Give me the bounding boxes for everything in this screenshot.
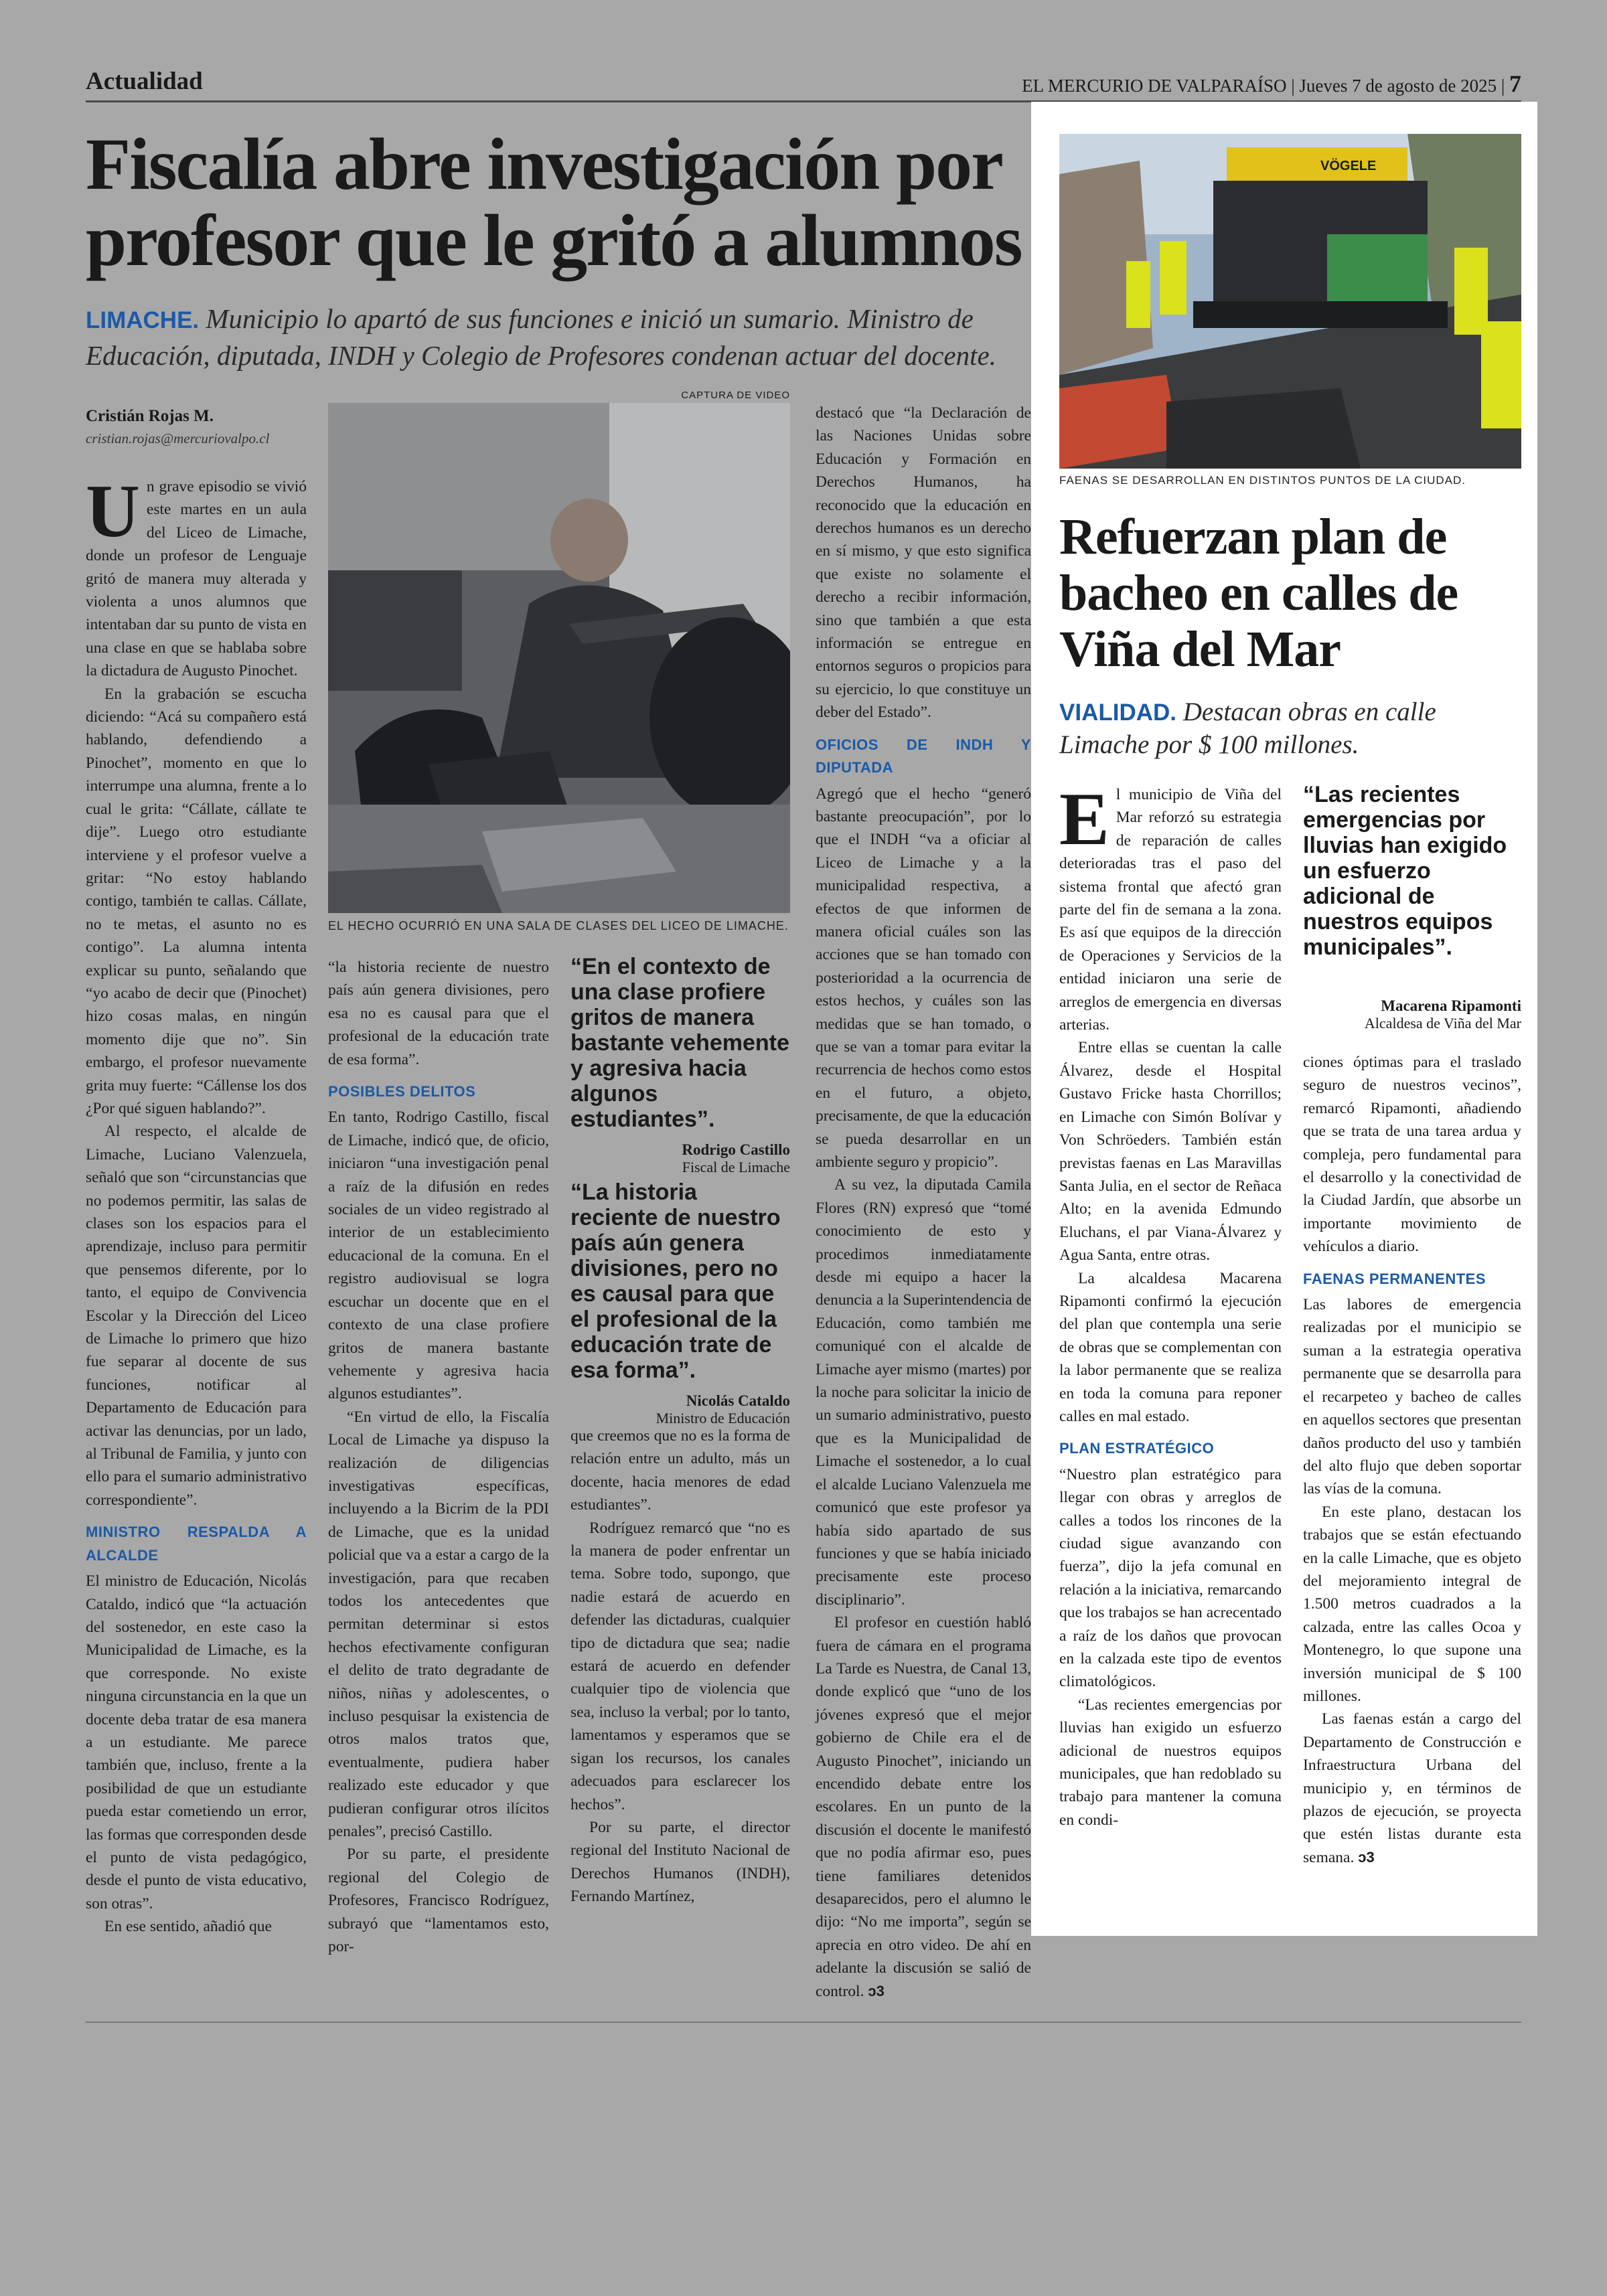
paragraph: En ese sentido, añadió que bbox=[104, 1918, 272, 1936]
paragraph: En la grabación se escucha diciendo: “Acá su compañero está hablando, defendiendo a Pinochet”, momento en que lo interrumpe una alumna, frente a lo cual le grita: “Cállate, cállate te dije”. Luego otro estudiante interviene y el profesor vuelve a gritar: “No estoy hablando contigo, también te callas. Cállate, no te metas, el asunto no es contigo”. La alumna intenta explicar su punto, señalando que “yo acabo de decir que (Pinochet) hizo cosas malas, en ningún momento dije que no”. Sin embargo, el profesor nuevamente grita muy fuerte: “Cállense los dos ¿Por qué siguen hablando?”. bbox=[86, 685, 307, 1117]
subheading: POSIBLES DELITOS bbox=[328, 1083, 476, 1100]
paragraph: que creemos que no es la forma de relación entre un adulto, más un docente, hacia menores de edad estudiantes”. bbox=[570, 1427, 790, 1514]
main-deck bbox=[86, 301, 1037, 373]
side-deck-text: Destacan obras en calle Limache por $ 100 millones. bbox=[1059, 698, 1436, 759]
main-column-2 bbox=[328, 956, 549, 1958]
subheading: PLAN ESTRATÉGICO bbox=[1059, 1440, 1215, 1457]
dropcap: E bbox=[1059, 778, 1109, 861]
section-label: Actualidad bbox=[86, 68, 203, 95]
main-column-3 bbox=[570, 1424, 790, 1908]
quote-name: Nicolás Cataldo bbox=[686, 1392, 790, 1409]
main-headline: Fiscalía abre investigación por profesor que le gritó a alumnos bbox=[86, 123, 1022, 281]
paragraph: Entre ellas se cuentan la calle Álvarez, desde el Hospital Gustavo Fricke hasta Chorrillos; en Limache con Simón Bolívar y Von Schröeders. También están previstas faenas en Las Maravillas Santa Julia, en el sector de Reñaca Alto; en la avenida Edmundo Eluchans, el par Viana-Álvarez y Agua Santa, entre otras. bbox=[1059, 1039, 1282, 1264]
paragraph: En tanto, Rodrigo Castillo, fiscal de Limache, indicó que, de oficio, iniciaron “una investigación penal a raíz de la difusión en redes sociales de un video registrado al interior de un establecimiento educacional de la comuna. En el registro audiovisual se logra escuchar un docente que en el contexto de una clase profiere gritos de manera bastante vehemente y agresiva hacia algunos estudiantes”. bbox=[328, 1109, 549, 1403]
paragraph: Agregó que el hecho “generó bastante preocupación”, por lo que el INDH “va a oficiar al Liceo de Limache y a la municipalidad respectiva, a efectos de que informen de manera oficial cuáles son las acciones que se han tomado con posterioridad a la ocurrencia de estos hechos, y cuáles son las medidas que se han tomado, o que se van a tomar para evitar la recurrencia de hechos como estos en el futuro, a objeto, precisamente, de que la educación se pueda desarrollar en un ambiente seguro y propicio”. bbox=[816, 785, 1031, 1171]
page-number: 7 bbox=[1509, 70, 1521, 97]
quote-text: “La historia reciente de nuestro país aún genera divisiones, pero no es causal para que el profesional de la educación trate de esa forma”. bbox=[570, 1179, 781, 1383]
side-column-1 bbox=[1059, 778, 1282, 1831]
paragraph: En este plano, destacan los trabajos que se están efectuando en la calle Limache, que es objeto del mejoramiento integral de 1.500 metros cuadrados a la calzada, entre las calles Ocoa y Montenegro, lo que supone una inversión municipal de $ 100 millones. bbox=[1303, 1503, 1521, 1705]
paragraph: El ministro de Educación, Nicolás Cataldo, indicó que “la actuación del sostenedor, en este caso la Municipalidad de Limache, es la que corresponde. No existe ninguna circunstancia en la que un docente deba tratar de esa manera a un estudiante. Me parece también que, incluso, frente a la posibilidad de que un estudiante pueda estar cometiendo un error, las formas que corresponden desde el punto de vista pedagógico, desde el punto de vista educativo, son otras”. bbox=[86, 1572, 307, 1912]
quote-role: Ministro de Educación bbox=[656, 1410, 790, 1426]
quote-name: Rodrigo Castillo bbox=[682, 1141, 790, 1158]
classroom-image bbox=[328, 403, 790, 913]
footer-rule bbox=[86, 2022, 1521, 2023]
paragraph: Un grave episodio se vivió este martes en un aula del Liceo de Limache, donde un profesor de Lenguaje gritó de manera muy alterada y violenta a unos alumnos que intentaban dar su punto de vista en una clase en que se hablaba sobre la dictadura de Augusto Pinochet. bbox=[86, 470, 307, 680]
road-work-photo bbox=[1059, 134, 1521, 469]
paragraph: “Las recientes emergencias por lluvias han exigido un esfuerzo adicional de nuestros equipos municipales, que han redoblado su trabajo para mantener la comuna en condi- bbox=[1059, 1696, 1282, 1829]
pull-quote-castillo bbox=[570, 954, 790, 1176]
side-column-2 bbox=[1303, 1051, 1521, 1869]
byline: Cristián Rojas M. bbox=[86, 407, 214, 425]
quote-text: “Las recientes emergencias por lluvias han exigido un esfuerzo adicional de nuestros equipos municipales”. bbox=[1303, 782, 1507, 960]
main-kicker: LIMACHE. bbox=[86, 307, 200, 333]
main-column-1 bbox=[86, 470, 307, 1939]
paragraph: “En virtud de ello, la Fiscalía Local de Limache ya dispuso la realización de diligencias investigativas específicas, incluyendo a la Bicrim de la PDI de Limache, que es la unidad policial que va a estar a cargo de la investigación, para que recaben todos los antecedentes que permitan determinar si estos hechos efectivamente configuran el delito de trato degradante de niños, niñas y adolescentes, o incluso pesquisar la existencia de otros malos tratos que, eventualmente, pudiera haber realizado este educador y que pudieran configurar otros ilícitos penales”, precisó Castillo. bbox=[328, 1408, 549, 1841]
end-mark: ↄ3 bbox=[868, 1982, 885, 1999]
side-photo-caption: FAENAS SE DESARROLLAN EN DISTINTOS PUNTOS DE LA CIUDAD. bbox=[1059, 474, 1466, 487]
side-kicker: VIALIDAD. bbox=[1059, 700, 1176, 726]
paragraph: El profesor en cuestión habló fuera de cámara en el programa La Tarde es Nuestra, de Canal 13, donde explicó que “uno de los jóvenes expresó que el mejor gobierno de Chile era el de Augusto Pinochet”, iniciando un encendido debate entre los escolares. En un punto de la discusión el docente le manifestó que no podía afirmar eso, pues tiene familiares detenidos desaparecidos, pero el alumno le dijo: “No me importa”, según se aprecia en otro video. De ahí en adelante la discusión se salió de control. ↄ3 bbox=[816, 1614, 1031, 2000]
side-deck bbox=[1059, 696, 1521, 761]
quote-role: Alcaldesa de Viña del Mar bbox=[1364, 1015, 1521, 1032]
paragraph: Al respecto, el alcalde de Limache, Luciano Valenzuela, señaló que son “circunstancias que no podemos permitir, las salas de clases son los espacios para el aprendizaje, incluso para permitir que pensemos diferente, por lo tanto, el equipo de Convivencia Escolar y la Dirección del Liceo de Limache lo primero que hizo fue separar al docente de sus funciones, notificar al Departamento de Educación para activar las denuncias, por un lado, al Tribunal de Familia, y junto con ello para el sumario administrativo correspondiente”. bbox=[86, 1123, 307, 1509]
quote-name: Macarena Ripamonti bbox=[1381, 997, 1521, 1014]
paragraph: El municipio de Viña del Mar reforzó su estrategia de reparación de calles deterioradas tras el paso del sistema frontal que afectó gran parte del fin de semana a la zona. Es así que equipos de la dirección de Operaciones y Servicios de la entidad iniciaron una serie de arreglos de emergencia en diversas arterias. bbox=[1059, 778, 1282, 1034]
paragraph: Por su parte, el presidente regional del Colegio de Profesores, Francisco Rodríguez, subrayó que “lamentamos esto, por- bbox=[328, 1846, 549, 1956]
pull-quote-ripamonti bbox=[1303, 782, 1521, 1032]
paragraph: “la historia reciente de nuestro país aún genera divisiones, pero esa no es causal para que el profesional de la educación trate de esa forma”. bbox=[328, 959, 549, 1068]
road-work-image bbox=[1059, 134, 1521, 469]
subheading: OFICIOS DE INDH Y DIPUTADA bbox=[816, 736, 1031, 776]
paragraph: Las faenas están a cargo del Departamento de Construcción e Infraestructura Urbana del municipio y, en términos de plazos de ejecución, se proyecta que estén listas durante esta semana. ↄ3 bbox=[1303, 1710, 1521, 1866]
paragraph: A su vez, la diputada Camila Flores (RN) expresó que “tomé conocimiento de esto y procedimos inmediatamente desde mi equipo a hacer la denuncia a la Superintendencia de Educación, como también me comuniqué con el alcalde de Limache ayer mismo (martes) por la noche para solicitar la inicio de un sumario administrativo, puesto que es la Municipalidad de Limache el sostenedor, a lo cual el alcalde Luciano Valenzuela me comunicó que este profesor ya había sido apartado de sus funciones y que se había iniciado precisamente este proceso disciplinario”. bbox=[816, 1176, 1031, 1609]
masthead bbox=[1022, 70, 1521, 98]
photo-credit: CAPTURA DE VIDEO bbox=[681, 390, 790, 401]
subheading: MINISTRO RESPALDA A ALCALDE bbox=[86, 1524, 307, 1564]
photo-caption: EL HECHO OCURRIÓ EN UNA SALA DE CLASES DEL LICEO DE LIMACHE. bbox=[328, 919, 789, 932]
author-email: cristian.rojas@mercuriovalpo.cl bbox=[86, 430, 270, 446]
main-deck-text: Municipio lo apartó de sus funciones e inició un sumario. Ministro de Educación, diputada, INDH y Colegio de Profesores condenan actuar del docente. bbox=[86, 303, 996, 371]
machine-label: VÖGELE bbox=[1320, 159, 1377, 173]
paragraph: Las labores de emergencia realizadas por el municipio se suman a la estrategia operativa permanente que se desarrolla para el recarpeteo y bacheo de calles en aquellos sectores que presentan daños producto del uso y también del alto flujo que deben soportar las vías de la comuna. bbox=[1303, 1296, 1521, 1498]
classroom-photo bbox=[328, 403, 790, 913]
side-headline: Refuerzan plan de bacheo en calles de Viña del Mar bbox=[1059, 509, 1458, 677]
paragraph: “Nuestro plan estratégico para llegar con obras y arreglos de calles a todos los rincones de la ciudad sigue avanzando con fuerza”, dijo la jefa comunal en relación a la iniciativa, remarcando que los trabajos se han acrecentado a raíz de los daños que provocan en la calzada este tipo de eventos climatológicos. bbox=[1059, 1465, 1282, 1691]
pull-quote-cataldo bbox=[570, 1179, 790, 1427]
masthead-text: EL MERCURIO DE VALPARAÍSO | Jueves 7 de agosto de 2025 | bbox=[1022, 76, 1505, 96]
paragraph: Por su parte, el director regional del Instituto Nacional de Derechos Humanos (INDH), Fernando Martínez, bbox=[570, 1818, 790, 1906]
main-column-4 bbox=[816, 402, 1031, 2003]
quote-text: “En el contexto de una clase profiere gritos de manera bastante vehemente y agresiva hacia algunos estudiantes”. bbox=[570, 954, 789, 1132]
paragraph: destacó que “la Declaración de las Naciones Unidas sobre Educación y Formación en Derechos Humanos, ha reconocido que la educación en derechos humanos es un derecho en sí mismo, y que esto significa que existe no solamente el derecho a recibir información, sino que también a que esta información se entregue en entornos seguros o propicios para su ejercicio, lo que constituye un deber del Estado”. bbox=[816, 404, 1031, 722]
subheading: FAENAS PERMANENTES bbox=[1303, 1270, 1486, 1287]
paragraph: La alcaldesa Macarena Ripamonti confirmó la ejecución del plan que contempla una serie de obras que se complementan con la labor permanente que se realiza en toda la comuna para reponer calles en mal estado. bbox=[1059, 1269, 1282, 1425]
end-mark: ↄ3 bbox=[1358, 1848, 1375, 1866]
quote-role: Fiscal de Limache bbox=[682, 1159, 790, 1175]
dropcap: U bbox=[86, 470, 140, 553]
paragraph: Rodríguez remarcó que “no es la manera de poder enfrentar un tema. Sobre todo, supongo, que nadie estará de acuerdo en defender las dictaduras, cualquier tipo de dictadura que sea; nadie estará de acuerdo en defender cualquier tipo de violencia que sea, incluso la verbal; por lo tanto, lamentamos y esperamos que se sigan los recursos, los canales adecuados para esclarecer los hechos”. bbox=[570, 1519, 790, 1813]
paragraph: ciones óptimas para el traslado seguro de nuestros vecinos”, remarcó Ripamonti, añadiendo que se trata de una tarea ardua y compleja, pero fundamental para el desarrollo y la conectividad de la Ciudad Jardín, que absorbe un importante movimiento de vehículos a diario. bbox=[1303, 1054, 1521, 1256]
